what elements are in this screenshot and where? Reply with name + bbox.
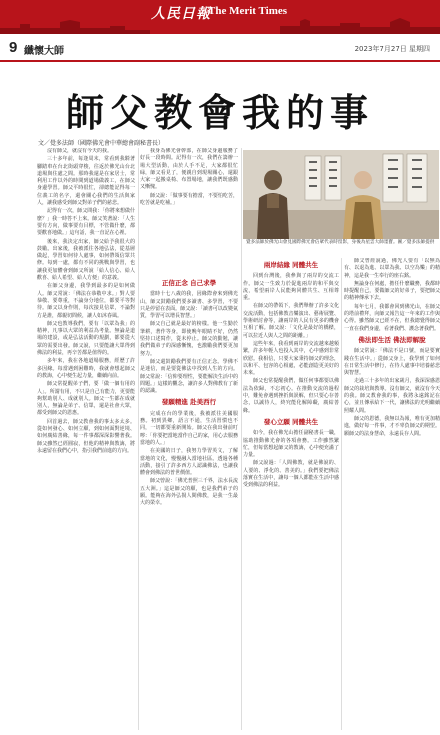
paragraph: 無論身在何處，擔任什麼職務，我都時時提醒自己，要做師父的好弟子，要把師父的精神傳承下去。	[344, 280, 440, 302]
column-divider	[341, 258, 342, 730]
article-column-2-top	[140, 148, 238, 272]
article-title: 師父教會我的事	[65, 90, 374, 135]
masthead-logo: 人民日報	[151, 6, 211, 22]
article-byline: 文／覺多法師（國際佛光會中華總會副秘書長）	[38, 140, 165, 147]
column-name: 纖懷大師	[24, 46, 64, 57]
section-header	[0, 34, 440, 62]
paragraph: 師父說過：「人間佛教，就是佛說的、人要的、淨化的、善美的。」我們要把佛法落實在生活中，讓每一個人都能在生活中感受到佛法的利益。	[243, 460, 339, 489]
paragraph: 師父自己就是最好的榜樣。他一生勤於筆耕，著作等身，即使晚年眼睛不好，仍然堅持口述寫作，從未停止。師父的勤勉，讓我們做弟子的深感慚愧，也激勵我們要更加努力。	[140, 321, 238, 357]
paragraph: 在師父身邊，我學到最多的是如何做人。師父常說：「佛法在恭敬中求。」對人要恭敬、要尊重，不論身分地位，都要平等對待。師父以身作則，每次接見信眾，不論對方是誰，都親切問候，讓人如沐春風。	[37, 283, 135, 319]
column-divider	[241, 148, 242, 730]
paragraph: 完成在台的學業後，我被派往美國服務。初到異鄉，語言不通，生活習慣也不同，一切都要重新開始。師父在我出發前叮嚀：「你要把當地當作自己的家，用心去服務當地的人。」	[140, 410, 238, 446]
article-column-3	[243, 258, 339, 730]
paragraph: 回到台灣後，我參與了兩岸的交流工作。師父一生致力於促進兩岸的和平與交流，希望兩岸人民能夠同體共生、互相尊重。	[243, 273, 339, 302]
paragraph: 走過三十多年的出家歲月，我深深感恩師父的栽培與教導。沒有師父，就沒有今天的我。師父教會我的事，我將永遠銘記在心，並且傳承給下一代，讓佛法的光明繼續照耀人間。	[344, 378, 440, 414]
paragraph: 師父曾經說過，佛光人要有「以無為有、以退為進、以眾為我、以空為樂」的精神，這是我一生奉行的座右銘。	[344, 258, 440, 279]
paragraph: 師父也常提醒我們，做任何事都要以佛法為依歸，不忘初心。在推動交流的過程中，難免會遇到挫折與誤解，但只要心存善念，以誠待人，終究能化解障礙，廣結善緣。	[243, 378, 339, 414]
article-column-4	[344, 258, 440, 730]
paragraph: 如今，我在佛光山擔任副秘書長一職，協助推動佛光會的各項會務。工作雖然繁忙，但每當想起師父的教誨，心中便充滿了力量。	[243, 430, 339, 459]
paragraph: 師父還鼓勵我們要有正信正念。學佛不是迷信，而是要從佛法中找到人生的方向。師父常說：「信仰要理性，要能解決生活中的問題。」這樣的觀念，讓許多人對佛教有了新的認識。	[140, 358, 238, 395]
paragraph: 沒有師父，就沒有今天的我。	[47, 148, 113, 154]
column-divider	[138, 148, 139, 730]
section-subhead: 發心立願 同體共生	[263, 417, 319, 426]
masthead-english-title: The Merit Times	[208, 5, 288, 17]
paragraph: 師父也教導我們，要有「以眾為我」的精神，凡事以大眾的利益為考量。無論是道場的建設，或是弘法活動的規劃，都要從大眾的需要出發。師父說，只要能讓大眾得到佛法的利益，再辛苦都是值得的。	[37, 320, 135, 357]
paragraph: 三十多年前，每逢周末，常看到我騎著腳踏車在台北街頭穿梭，往返於佛光山台北道場與住處之間。那時我還是在家居士，常利用工作以外的時間到道場做義工，在師父身邊學習。師父平時很忙，卻總能記得每一位義工的名字，還會關心我們的生活與家人，讓我感受到師父對弟子們的慈悲。	[37, 156, 135, 207]
section-subhead: 正信正念 自己求學	[161, 279, 217, 287]
section-subhead: 佛法即生活 佛法即解脫	[358, 335, 426, 344]
article-photo	[243, 150, 439, 239]
paragraph: 每年七月，我都會回到佛光山，在師父的塔前禮拜，向師父報告這一年來的工作與心得。雖然師父已經不在，但我總覺得師父一直在我們身邊，看著我們、護念著我們。	[344, 303, 440, 332]
section-subhead: 兩岸結緣 同體共生	[263, 261, 319, 269]
masthead-banner	[0, 0, 440, 34]
paragraph: 師父說：「做事要有擔當，不要怕吃苦，吃苦就是吃補。」	[140, 192, 238, 207]
paragraph: 師父的恩德，我無以為報，唯有更加精進，做好每一件事，才不辜負師父的期望。願師父的法身慧命，永遠長存人間。	[344, 415, 440, 437]
paragraph: 在師父的帶領下，我們舉辦了許多文化交流活動，包括佛教音樂演出、藝術展覽、學術研討會等，讓兩岸的人民有更多的機會互相了解。師父說：「文化是最好的橋樑，可以拉近人與人之間的距離。」	[243, 303, 339, 339]
section-subhead: 發願精進 赴美西行	[161, 398, 217, 407]
paragraph: 回首過去，師父教會我的事太多太多。從如何發心、如何立願，到如何面對逆境、如何廣結善緣，每一件事都深深影響著我。師父雖然已經圓寂，但他的精神與教誨，將永遠留在我們心中，指引我們前進的方向。	[37, 418, 135, 454]
paragraph: 師父常提醒弟子們，要「做一個有用的人」。所謂有用，不只是自己有能力，更要能夠幫助別人、成就別人。師父一生都在成就別人，無論是弟子、信眾，還是社會大眾，都受到師父的恩惠。	[37, 381, 135, 417]
paragraph: 師父常說：「佛法不是口號，而是要實踐在生活中。」從師父身上，我學到了如何在日常生活中修行，在待人處事中培養慈悲與智慧。	[344, 348, 440, 377]
page-number: 9	[9, 39, 18, 56]
article-column-1	[37, 148, 135, 730]
paragraph: 記得有一次，師父問我：「你將來想做什麼？」我一時答不上來。師父笑著說：「人生要有方向，做事要有目標，不管做什麼，都要歡喜地做。」這句話，我一直記在心裡。	[37, 208, 135, 237]
paragraph: 我身為佛光會幹部，在師父身邊服務了好長一段時間。記得有一次，我們在籌辦一場大型活動，由於人手不足，大家都很忙碌，師父看見了，便親自到現場關心，還跟大家一起搬桌椅、布置場地，讓我們既感動又慚愧。	[140, 148, 238, 191]
paragraph: 這些年來，我看到兩岸的交流越來越頻繁，許多年輕人也投入其中，心中感到非常欣慰。我相信，只要大家秉持師父的理念，以和平、包容的心相處，必能創造更美好的未來。	[243, 340, 339, 377]
paragraph: 師父曾說：「佛光普照三千界，法水長流五大洲。」這是師父的願，也是我們弟子的願。能夠在海外弘揚人間佛教，是我一生最大的榮幸。	[140, 478, 238, 507]
paragraph: 後來，我決定出家，師父給予我很大的鼓勵。出家後，我被派往各地弘法，從基層做起，學習如何待人處事，如何帶領信眾共修。每到一處，都有不同的挑戰與學習，也讓我更加體會到師父所說「給人信心、給人歡喜、給人希望、給人方便」的意義。	[37, 238, 135, 282]
publication-date: 2023年7月27日 星期四	[354, 45, 430, 53]
photo-caption: 覺多法師於佛光山會見國際佛光會信眾代表時留影，身後為星雲大師墨寶。圖／覺多法師提供	[246, 240, 435, 245]
paragraph: 多年來，我在各地道場服務，經歷了許多因緣。每當遇到困難時，我就會想起師父的教誨，心中便生起力量，繼續向前。	[37, 358, 135, 379]
paragraph: 當時十七八歲的我，因緣際會來到佛光山，師父鼓勵我們要多讀書、多學習，不要只是停留在表面。師父說：「讀書可以改變氣質，學習可以增長智慧。」	[140, 291, 238, 320]
photo-image	[243, 150, 439, 239]
article-column-2	[140, 276, 238, 730]
paragraph: 在美國的日子，我努力學習英文，了解當地的文化，慢慢融入當地社區。透過各種活動，接引了許多西方人認識佛法，也讓我體會到佛法的普世價值。	[140, 448, 238, 477]
